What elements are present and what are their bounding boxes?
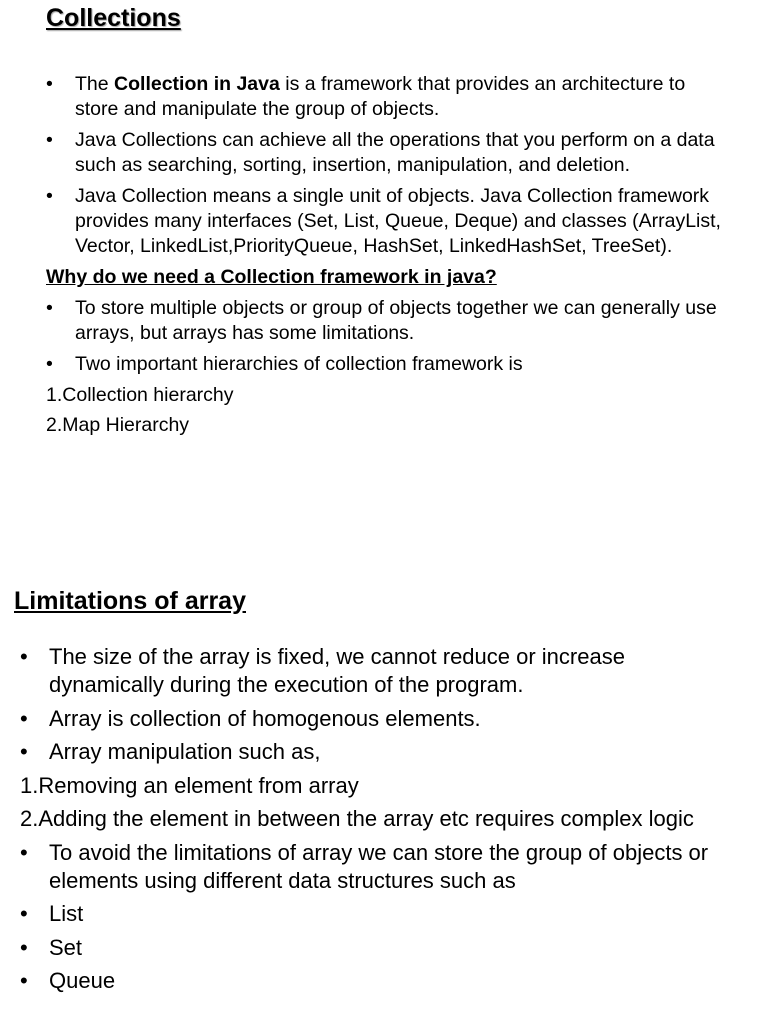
bullet-icon: •: [20, 644, 28, 669]
bullet-text: Two important hierarchies of collection framework is: [75, 353, 523, 375]
slide-limitations-body: [20, 643, 710, 1001]
list-item: [46, 128, 726, 178]
bullet-icon: •: [20, 705, 28, 731]
bullet-text-bold: Collection in Java: [114, 73, 280, 95]
why-bullet-list: [46, 296, 726, 377]
collections-bullet-list: [46, 72, 726, 259]
subheading-why-collections: Why do we need a Collection framework in java?: [46, 266, 497, 288]
slide-title-collections: Collections: [46, 4, 181, 32]
bullet-icon: •: [46, 129, 53, 151]
list-item-list: [20, 900, 710, 928]
list-item: [46, 72, 726, 122]
bullet-text: List: [49, 901, 84, 926]
list-item-set: [20, 934, 710, 962]
bullet-text: The size of the array is fixed, we cannot reduce or increase dynamically during the execution of the program.: [49, 644, 625, 697]
bullet-icon: •: [46, 73, 53, 95]
bullet-icon: •: [46, 297, 53, 319]
bullet-icon: •: [20, 934, 28, 960]
list-item: [20, 643, 710, 699]
bullet-text: Queue: [49, 968, 116, 993]
bullet-text: To store multiple objects or group of objects together we can generally use arrays, but arrays has some limitations.: [75, 297, 717, 344]
numbered-item-adding: 2.Adding the element in between the array etc requires complex logic: [20, 806, 694, 831]
list-item: [20, 839, 710, 895]
list-item: [46, 296, 726, 346]
slide-title-limitations: Limitations of array: [14, 587, 246, 615]
bullet-text-prefix: The: [75, 73, 115, 95]
bullet-text: To avoid the limitations of array we can store the group of objects or elements using different data structures such as: [49, 839, 709, 893]
list-item: [20, 705, 710, 733]
slide-collections-body: [46, 72, 726, 443]
bullet-text: Java Collection means a single unit of objects. Java Collection framework provides many interfaces (Set, List, Queue, Deque) and classes (ArrayList, Vector, LinkedList,PriorityQueue, HashSet, LinkedHashSet, TreeSet).: [75, 185, 721, 257]
list-item-queue: [20, 967, 710, 995]
bullet-text: Array is collection of homogenous elements.: [49, 705, 481, 731]
bullet-icon: •: [20, 739, 28, 764]
data-structures-bullet-list: [20, 839, 710, 996]
list-item: [46, 184, 726, 259]
numbered-item-map-hierarchy: 2.Map Hierarchy: [46, 414, 190, 436]
numbered-item-removing: 1.Removing an element from array: [20, 772, 359, 798]
bullet-text: Array manipulation such as,: [49, 739, 321, 764]
numbered-item-collection-hierarchy: 1.Collection hierarchy: [46, 384, 234, 406]
bullet-icon: •: [46, 353, 53, 375]
bullet-text: Set: [49, 934, 83, 960]
bullet-text: Java Collections can achieve all the operations that you perform on a data such as searching, sorting, insertion, manipulation, and deletion.: [75, 129, 715, 176]
list-item: [20, 738, 710, 766]
bullet-icon: •: [46, 185, 53, 207]
bullet-icon: •: [20, 968, 28, 993]
list-item: [46, 352, 726, 377]
bullet-icon: •: [20, 839, 28, 865]
limitations-bullet-list: [20, 643, 710, 766]
bullet-text-rest: is a framework that provides an architecture to store and manipulate the group of objects.: [75, 73, 686, 120]
bullet-icon: •: [20, 901, 28, 926]
